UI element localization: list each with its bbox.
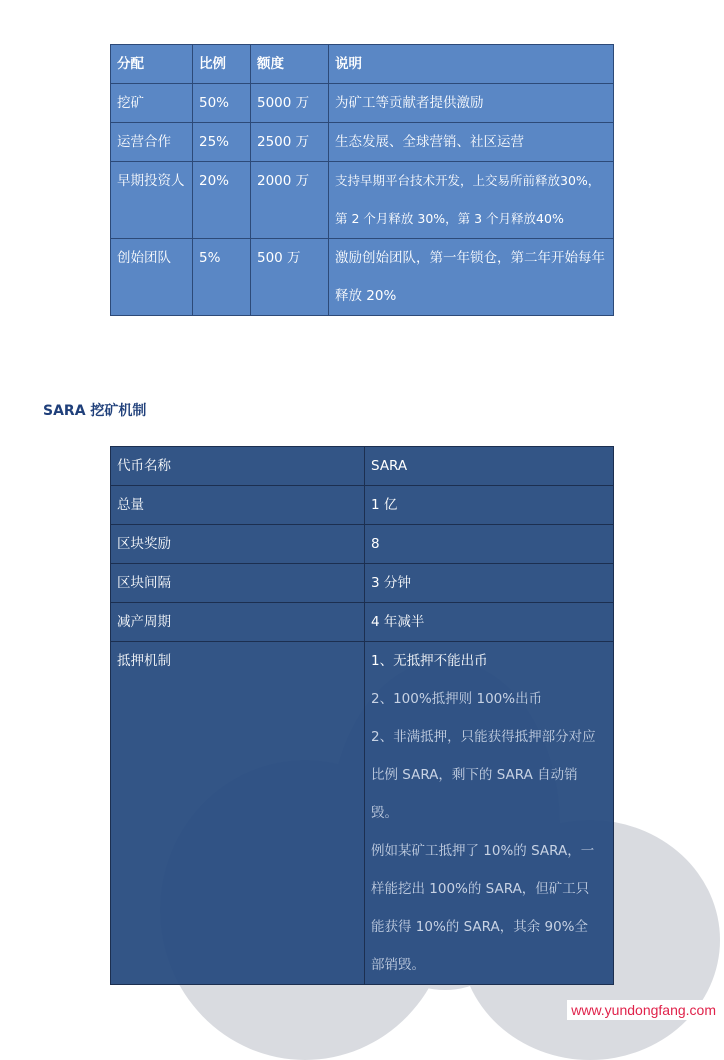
table-header-row xyxy=(111,45,614,84)
table-row xyxy=(111,564,614,603)
cell: 8 xyxy=(365,525,614,564)
watermark-text: www.yundongfang.com xyxy=(567,1000,720,1020)
cell: 4 年减半 xyxy=(365,603,614,642)
section-heading: SARA 挖矿机制 xyxy=(43,403,147,419)
cell: 为矿工等贡献者提供激励 xyxy=(329,84,614,123)
table-row xyxy=(111,84,614,123)
table-row xyxy=(111,642,614,985)
pledge-line: 例如某矿工抵押了 10%的 SARA，一样能挖出 100%的 SARA，但矿工只能获得 10%的 SARA，其余 90%全部销毁。 xyxy=(371,843,595,973)
table-row xyxy=(111,486,614,525)
allocation-table xyxy=(110,44,614,316)
table-row xyxy=(111,603,614,642)
cell: 500 万 xyxy=(251,239,329,316)
table-row xyxy=(111,162,614,239)
table-row xyxy=(111,239,614,316)
cell: 减产周期 xyxy=(111,603,365,642)
table-row xyxy=(111,447,614,486)
mining-table xyxy=(110,446,614,985)
table-row xyxy=(111,525,614,564)
cell: 1 亿 xyxy=(365,486,614,525)
cell: 挖矿 xyxy=(111,84,193,123)
header-cell: 比例 xyxy=(193,45,251,84)
cell: 2000 万 xyxy=(251,162,329,239)
header-cell: 分配 xyxy=(111,45,193,84)
pledge-cell xyxy=(365,642,614,985)
cell: 2500 万 xyxy=(251,123,329,162)
cell: 25% xyxy=(193,123,251,162)
cell: 早期投资人 xyxy=(111,162,193,239)
cell: 5000 万 xyxy=(251,84,329,123)
pledge-line: 1、无抵押不能出币 xyxy=(371,653,488,669)
header-cell: 说明 xyxy=(329,45,614,84)
cell: 代币名称 xyxy=(111,447,365,486)
cell: 运营合作 xyxy=(111,123,193,162)
cell: 激励创始团队，第一年锁仓，第二年开始每年释放 20% xyxy=(329,239,614,316)
cell: 创始团队 xyxy=(111,239,193,316)
pledge-line: 2、100%抵押则 100%出币 xyxy=(371,691,543,707)
cell: 总量 xyxy=(111,486,365,525)
cell: SARA xyxy=(365,447,614,486)
cell: 支持早期平台技术开发，上交易所前释放30%，第 2 个月释放 30%，第 3 个月释放40% xyxy=(329,162,614,239)
header-cell: 额度 xyxy=(251,45,329,84)
cell: 抵押机制 xyxy=(111,642,365,985)
cell: 20% xyxy=(193,162,251,239)
cell: 3 分钟 xyxy=(365,564,614,603)
cell: 50% xyxy=(193,84,251,123)
table-row xyxy=(111,123,614,162)
pledge-line: 2、非满抵押，只能获得抵押部分对应比例 SARA，剩下的 SARA 自动销毁。 xyxy=(371,729,596,821)
cell: 区块间隔 xyxy=(111,564,365,603)
cell: 5% xyxy=(193,239,251,316)
cell: 区块奖励 xyxy=(111,525,365,564)
cell: 生态发展、全球营销、社区运营 xyxy=(329,123,614,162)
